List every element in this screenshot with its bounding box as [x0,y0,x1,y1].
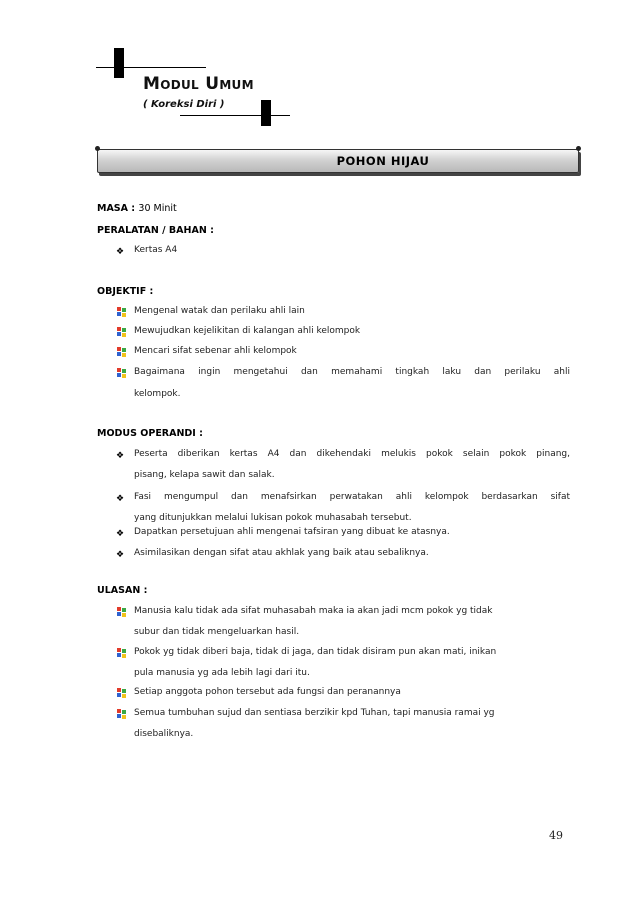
banner-left-cap [95,146,100,151]
diamond-bullet-icon: ❖ [116,529,125,539]
objektif-item: Mengenal watak dan perilaku ahli lain [134,306,305,316]
windows-flag-bullet-icon [117,688,126,698]
ulasan-item: Semua tumbuhan sujud dan sentiasa berzikir kpd Tuhan, tapi manusia ramai yg [134,708,495,718]
header-top-rule [96,67,206,68]
modus-item-continued: yang ditunjukkan melalui lukisan pokok muhasabah tersebut. [134,513,412,523]
modus-item-continued: pisang, kelapa sawit dan salak. [134,470,275,480]
module-subtitle: ( Koreksi Diri ) [143,99,225,110]
header-bottom-rule [180,115,290,116]
modus-item: Dapatkan persetujuan ahli mengenai tafsiran yang dibuat ke atasnya. [134,527,450,537]
ulasan-item-continued: disebaliknya. [134,729,194,739]
windows-flag-bullet-icon [117,648,126,658]
ulasan-item-continued: subur dan tidak mengeluarkan hasil. [134,627,300,637]
masa-section [97,203,177,214]
ulasan-item: Pokok yg tidak diberi baja, tidak di jaga, dan tidak disiram pun akan mati, inikan [134,647,497,657]
modus-item: Fasi mengumpul dan menafsirkan perwatakan ahli kelompok berdasarkan sifat [134,492,570,502]
windows-flag-bullet-icon [117,368,126,378]
masa-label: MASA : [97,203,136,214]
ulasan-item-continued: pula manusia yg ada lebih lagi dari itu. [134,668,310,678]
objektif-item: Mewujudkan kejelikitan di kalangan ahli kelompok [134,326,361,336]
header-left-bar [114,48,124,78]
activity-title: POHON HIJAU [336,154,430,168]
page-number: 49 [549,829,563,842]
objektif-item-continued: kelompok. [134,389,181,399]
peralatan-heading: PERALATAN / BAHAN : [97,225,214,236]
ulasan-item: Manusia kalu tidak ada sifat muhasabah maka ia akan jadi mcm pokok yg tidak [134,606,493,616]
ulasan-heading: ULASAN : [97,585,148,596]
diamond-bullet-icon: ❖ [116,451,125,461]
module-title: MODUL UMUM [143,74,254,94]
objektif-heading: OBJEKTIF : [97,286,154,297]
modus-item: Peserta diberikan kertas A4 dan dikehendaki melukis pokok selain pokok pinang, [134,449,570,459]
ulasan-item: Setiap anggota pohon tersebut ada fungsi dan peranannya [134,687,401,697]
masa-value: 30 Minit [138,203,177,214]
windows-flag-bullet-icon [117,709,126,719]
modus-item: Asimilasikan dengan sifat atau akhlak yang baik atau sebaliknya. [134,548,429,558]
activity-title-banner [97,149,579,173]
objektif-item: Mencari sifat sebenar ahli kelompok [134,346,297,356]
diamond-bullet-icon: ❖ [116,550,125,560]
banner-right-cap [576,146,581,151]
diamond-bullet-icon: ❖ [116,247,125,257]
diamond-bullet-icon: ❖ [116,494,125,504]
header-right-bar [261,100,271,126]
windows-flag-bullet-icon [117,347,126,357]
windows-flag-bullet-icon [117,307,126,317]
modus-heading: MODUS OPERANDI : [97,428,203,439]
peralatan-item: Kertas A4 [134,245,178,255]
windows-flag-bullet-icon [117,327,126,337]
objektif-item: Bagaimana ingin mengetahui dan memahami tingkah laku dan perilaku ahli [134,367,570,377]
windows-flag-bullet-icon [117,607,126,617]
